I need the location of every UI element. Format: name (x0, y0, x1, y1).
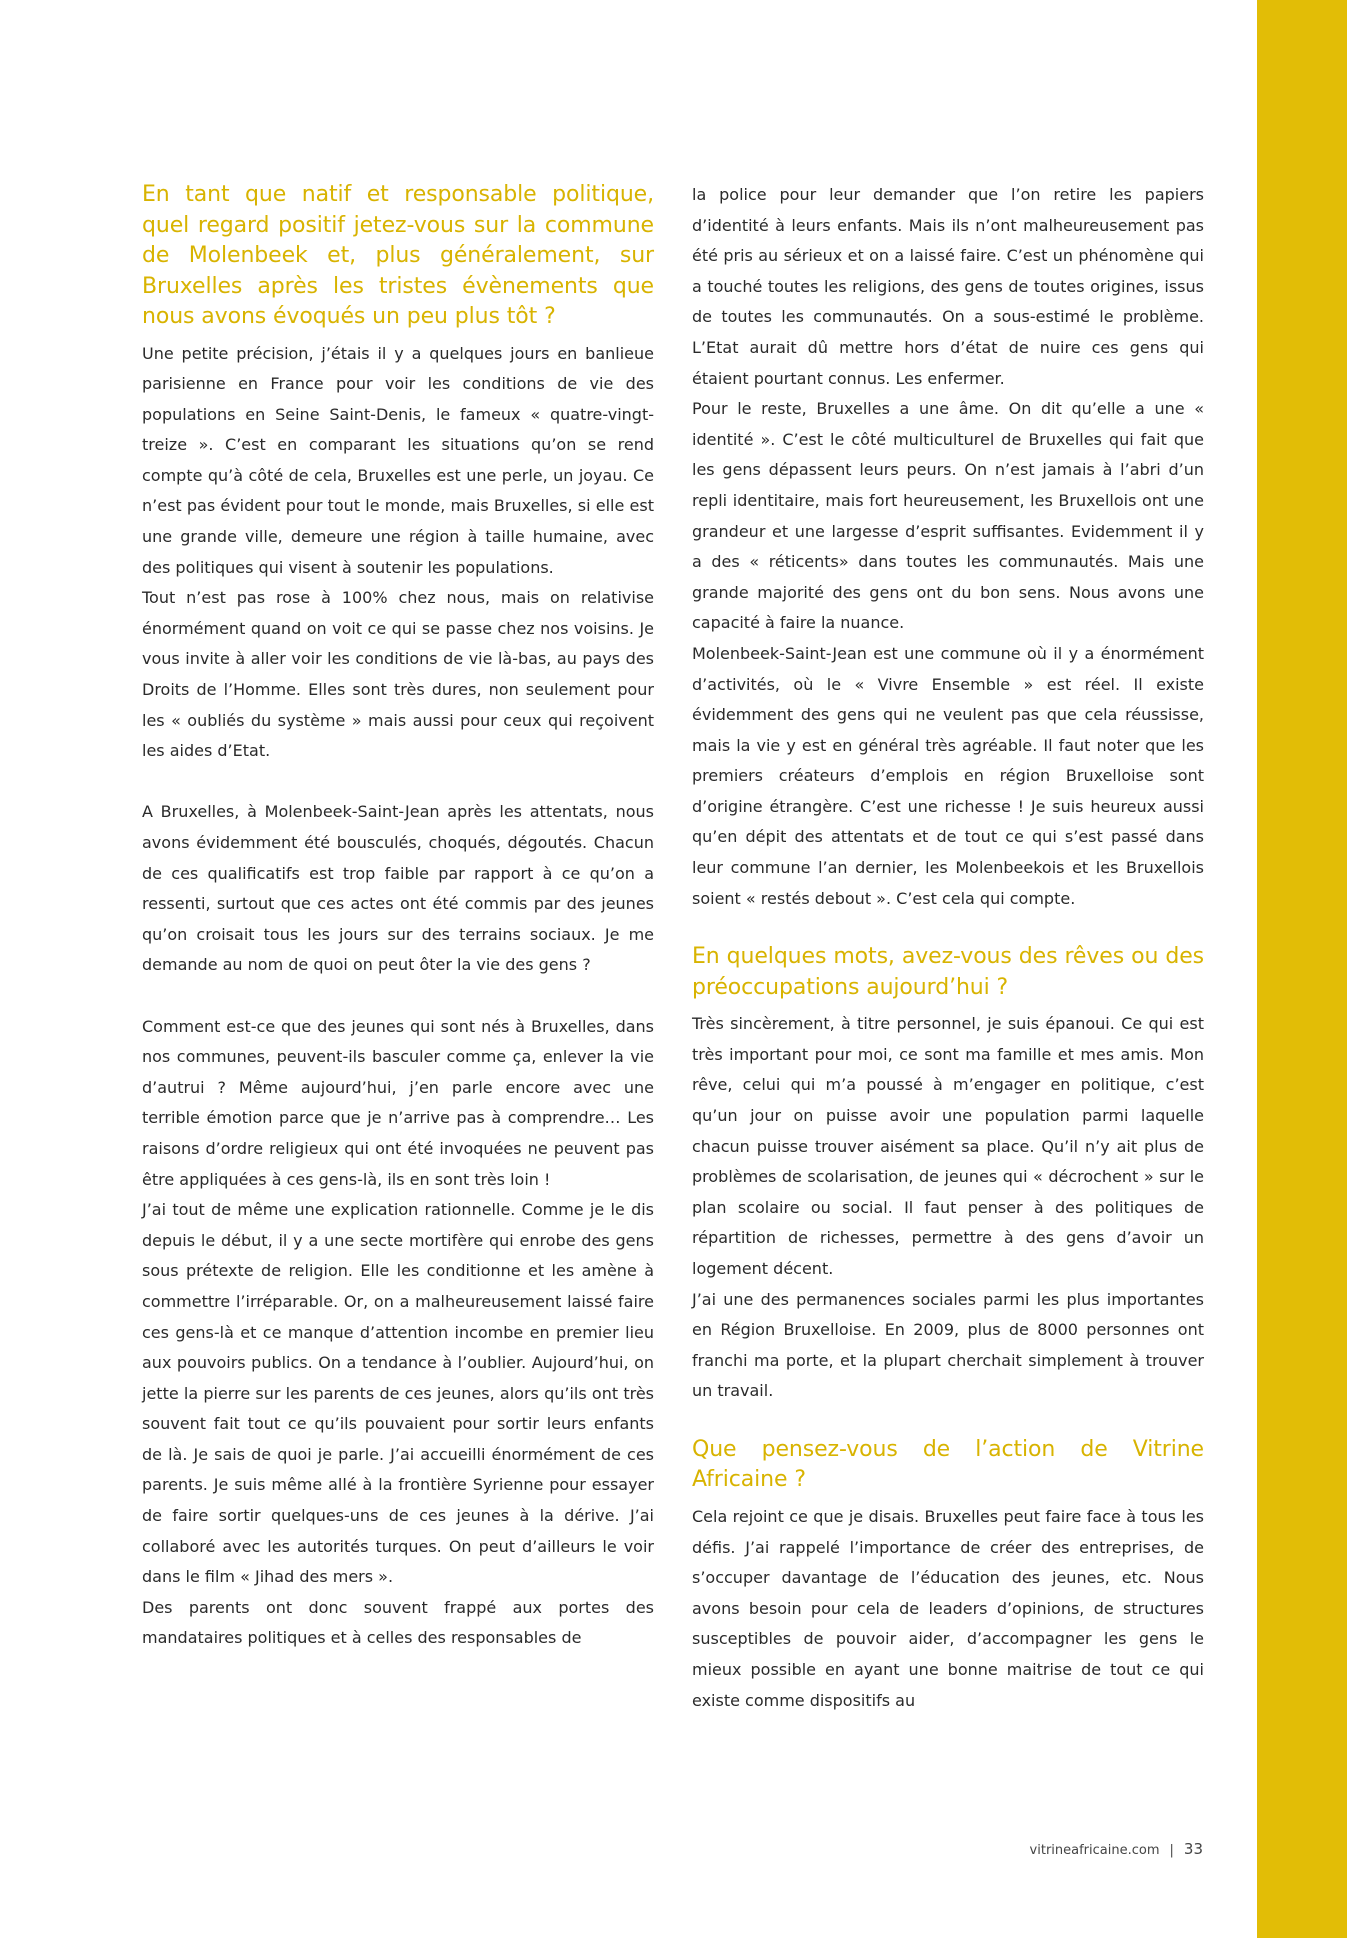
paragraph: J’ai tout de même une explication rationnelle. Comme je le dis depuis le début, il y a une secte mortifère qui enrobe des gens sous prétexte de religion. Elle les conditionne et les amène à commettre l’irréparable. Or, on a malheureusement laissé faire ces gens-là et ce manque d’attention incombe en premier lieu aux pouvoirs publics. On a tendance à l’oublier. Aujourd’hui, on jette la pierre sur les parents de ces jeunes, alors qu’ils ont très souvent fait tout ce qu’ils pouvaient pour sortir leurs enfants de là. Je sais de quoi je parle. J’ai accueilli énormément de ces parents. Je suis même allé à la frontière Syrienne pour essayer de faire sortir quelques-uns de ces jeunes à la dérive. J’ai collaboré avec les autorités turques. On peut d’ailleurs le voir dans le film « Jihad des mers ». (142, 1200, 654, 1587)
paragraph: Comment est-ce que des jeunes qui sont nés à Bruxelles, dans nos communes, peuvent-ils basculer comme ça, enlever la vie d’autrui ? Même aujourd’hui, j’en parle encore avec une terrible émotion parce que je n’arrive pas à comprendre… Les raisons d’ordre religieux qui ont été invoquées ne peuvent pas être appliquées à ces gens-là, ils en sont très loin ! (142, 1016, 654, 1189)
paragraph: J’ai une des permanences sociales parmi les plus importantes en Région Bruxelloise. En 2009, plus de 8000 personnes ont franchi ma porte, et la plupart cherchait simplement à trouver un travail. (692, 1289, 1204, 1401)
paragraph: Cela rejoint ce que je disais. Bruxelles peut faire face à tous les défis. J’ai rappelé l’importance de créer des entreprises, de s’occuper davantage de l’éducation des jeunes, etc. Nous avons besoin pour cela de leaders d’opinions, de structures susceptibles de pouvoir aider, d’accompagner les gens le mieux possible en ayant une bonne maitrise de tout ce qui existe comme dispositifs au (692, 1506, 1204, 1710)
paragraph: la police pour leur demander que l’on retire les papiers d’identité à leurs enfants. Mais ils n’ont malheureusement pas été pris au sérieux et on a laissé faire. C’est un phénomène qui a touché toutes les religions, des gens de toutes origines, issus de toutes les communautés. On a sous-estimé le problème. L’Etat aurait dû mettre hors d’état de nuire ces gens qui étaient pourtant connus. Les enfermer. (692, 185, 1204, 388)
question-heading-2: En quelques mots, avez-vous des rêves ou des préoccupations aujourd’hui ? (692, 944, 1204, 1000)
footer-separator: | (1169, 1843, 1174, 1858)
page-footer (1030, 1840, 1203, 1858)
left-column (142, 180, 654, 1654)
paragraph: Pour le reste, Bruxelles a une âme. On dit qu’elle a une « identité ». C’est le côté multiculturel de Bruxelles qui fait que les gens dépassent leurs peurs. On n’est jamais à l’abri d’un repli identitaire, mais fort heureusement, les Bruxellois ont une grandeur et une largesse d’esprit suffisantes. Evidemment il y a des « réticents» dans toutes les communautés. Mais une grande majorité des gens ont du bon sens. Nous avons une capacité à faire la nuance. (692, 399, 1204, 633)
page-number: 33 (1183, 1840, 1203, 1858)
paragraph: Molenbeek-Saint-Jean est une commune où il y a énormément d’activités, où le « Vivre Ensemble » est réel. Il existe évidemment des gens qui ne veulent pas que cela réussisse, mais la vie y est en général très agréable. Il faut noter que les premiers créateurs d’emplois en région Bruxelloise sont d’origine étrangère. C’est une richesse ! Je suis heureux aussi qu’en dépit des attentats et de tout ce qui s’est passé dans leur commune l’an dernier, les Molenbeekois et les Bruxellois soient « restés debout ». C’est cela qui compte. (692, 643, 1204, 908)
paragraph: Une petite précision, j’étais il y a quelques jours en banlieue parisienne en France pour voir les conditions de vie des populations en Seine Saint-Denis, le fameux « quatre-vingt-treize ». C’est en comparant les situations qu’on se rend compte qu’à côté de cela, Bruxelles est une perle, un joyau. Ce n’est pas évident pour tout le monde, mais Bruxelles, si elle est une grande ville, demeure une région à taille humaine, avec des politiques qui visent à soutenir les populations. (142, 343, 654, 577)
question-heading-1: En tant que natif et responsable politique, quel regard positif jetez-vous sur la commune de Molenbeek et, plus généralement, sur Bruxelles après les tristes évènements que nous avons évoqués un peu plus tôt ? (142, 182, 654, 329)
paragraph: Tout n’est pas rose à 100% chez nous, mais on relativise énormément quand on voit ce qui se passe chez nos voisins. Je vous invite à aller voir les conditions de vie là-bas, au pays des Droits de l’Homme. Elles sont très dures, non seulement pour les « oubliés du système » mais aussi pour ceux qui reçoivent les aides d’Etat. (142, 588, 654, 761)
yellow-sidebar-band (1257, 0, 1347, 1938)
paragraph: A Bruxelles, à Molenbeek-Saint-Jean après les attentats, nous avons évidemment été bousculés, choqués, dégoutés. Chacun de ces qualificatifs est trop faible par rapport à ce qu’on a ressenti, surtout que ces actes ont été commis par des jeunes qu’on croisait tous les jours sur des terrains sociaux. Je me demande au nom de quoi on peut ôter la vie des gens ? (142, 802, 654, 975)
paragraph: Des parents ont donc souvent frappé aux portes des mandataires politiques et à celles des responsables de (142, 1597, 654, 1648)
right-column (692, 180, 1204, 1716)
paragraph: Très sincèrement, à titre personnel, je suis épanoui. Ce qui est très important pour moi, ce sont ma famille et mes amis. Mon rêve, celui qui m’a poussé à m’engager en politique, c’est qu’un jour on puisse avoir une population parmi laquelle chacun puisse trouver aisément sa place. Qu’il n’y ait plus de problèmes de scolarisation, de jeunes qui « décrochent » sur le plan scolaire ou social. Il faut penser à des politiques de répartition de richesses, permettre à des gens d’avoir un logement décent. (692, 1014, 1204, 1278)
footer-site-link[interactable]: vitrineafricaine.com (1029, 1843, 1160, 1858)
question-heading-3: Que pensez-vous de l’action de Vitrine Africaine ? (692, 1436, 1204, 1493)
